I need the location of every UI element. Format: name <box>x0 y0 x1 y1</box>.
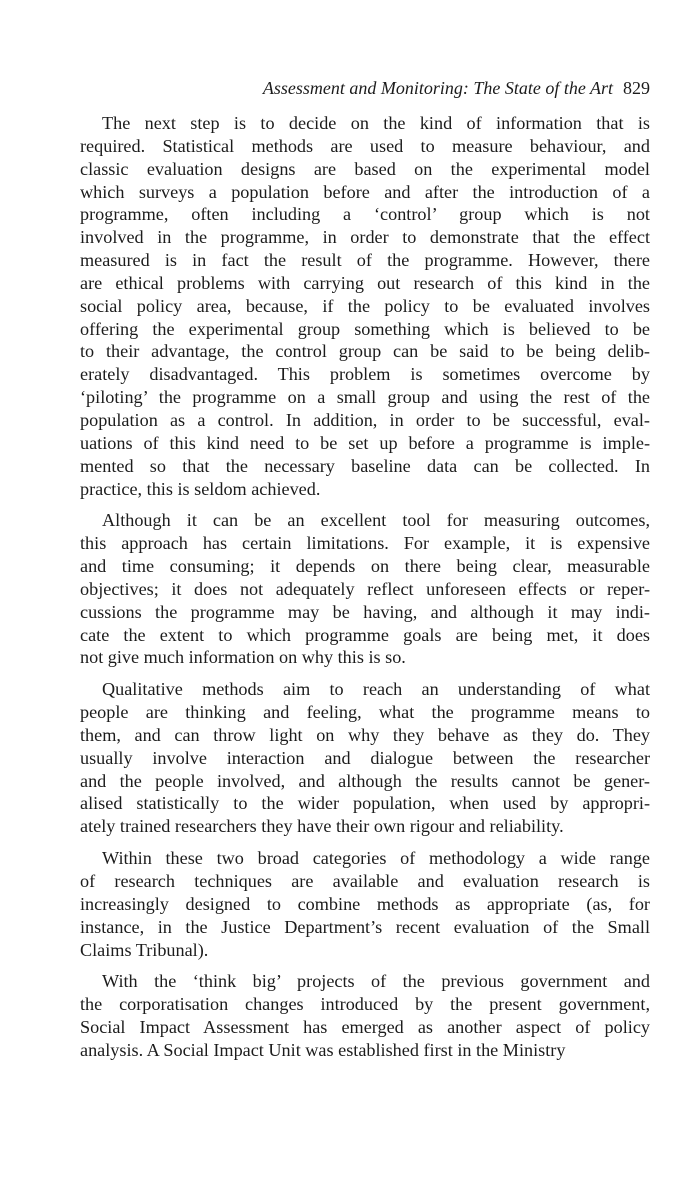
paragraph <box>80 970 650 1061</box>
running-title: Assessment and Monitoring: The State of the Art <box>262 78 613 98</box>
text-line: people are thinking and feeling, what the programme means to <box>80 702 650 723</box>
text-line: Qualitative methods aim to reach an understanding of what <box>102 679 650 700</box>
text-line: increasingly designed to combine methods as appropriate (as, for <box>80 893 650 914</box>
text-line: measured is in fact the result of the programme. However, there <box>80 250 650 271</box>
paragraph <box>80 509 650 669</box>
text-line: social policy area, because, if the policy to be evaluated involves <box>80 295 650 316</box>
paragraph <box>80 112 650 500</box>
text-line: them, and can throw light on why they behave as they do. They <box>80 724 650 745</box>
text-line: and time consuming; it depends on there being clear, measurable <box>80 556 650 577</box>
text-line: are ethical problems with carrying out research of this kind in the <box>80 272 650 293</box>
text-line: and the people involved, and although the results cannot be gener- <box>80 770 650 791</box>
text-line: objectives; it does not adequately reflect unforeseen effects or reper- <box>80 578 650 599</box>
text-line: offering the experimental group something which is believed to be <box>80 318 650 339</box>
book-page <box>80 76 650 1071</box>
text-line: cate the extent to which programme goals are being met, it does <box>80 624 650 645</box>
text-line: this approach has certain limitations. For example, it is expensive <box>80 533 650 554</box>
text-line: Social Impact Assessment has emerged as another aspect of policy <box>80 1017 650 1038</box>
text-line: mented so that the necessary baseline data can be collected. In <box>80 455 650 476</box>
text-line: practice, this is seldom achieved. <box>80 478 321 499</box>
text-line: Claims Tribunal). <box>80 939 209 960</box>
text-line: which surveys a population before and after the introduction of a <box>80 181 650 202</box>
text-line: analysis. A Social Impact Unit was established first in the Ministry <box>80 1039 566 1060</box>
body-text <box>80 112 650 1062</box>
text-line: required. Statistical methods are used to measure behaviour, and <box>80 135 650 156</box>
text-line: instance, in the Justice Department’s recent evaluation of the Small <box>80 916 650 937</box>
text-line: usually involve interaction and dialogue between the researcher <box>80 747 650 768</box>
text-line: classic evaluation designs are based on the experimental model <box>80 158 650 179</box>
text-line: not give much information on why this is so. <box>80 647 406 668</box>
text-line: ‘piloting’ the programme on a small group and using the rest of the <box>80 387 650 408</box>
text-line: alised statistically to the wider population, when used by appropri- <box>80 793 650 814</box>
text-line: population as a control. In addition, in order to be successful, eval- <box>80 409 650 430</box>
text-line: The next step is to decide on the kind of information that is <box>102 113 650 133</box>
page-number: 829 <box>623 78 650 98</box>
text-line: Although it can be an excellent tool for measuring outcomes, <box>102 510 650 531</box>
text-line: With the ‘think big’ projects of the previous government and <box>102 971 650 992</box>
text-line: Within these two broad categories of methodology a wide range <box>102 848 650 869</box>
text-line: ately trained researchers they have their own rigour and reliability. <box>80 816 564 837</box>
text-line: the corporatisation changes introduced by the present government, <box>80 994 650 1015</box>
paragraph <box>80 678 650 838</box>
text-line: involved in the programme, in order to demonstrate that the effect <box>80 227 650 248</box>
running-header <box>80 76 650 100</box>
paragraph <box>80 847 650 961</box>
text-line: uations of this kind need to be set up before a programme is imple- <box>80 432 650 453</box>
text-line: cussions the programme may be having, and although it may indi- <box>80 601 650 622</box>
text-line: to their advantage, the control group can be said to be being delib- <box>80 341 650 362</box>
text-line: of research techniques are available and evaluation research is <box>80 871 650 891</box>
text-line: erately disadvantaged. This problem is sometimes overcome by <box>80 364 650 385</box>
text-line: programme, often including a ‘control’ group which is not <box>80 204 650 225</box>
